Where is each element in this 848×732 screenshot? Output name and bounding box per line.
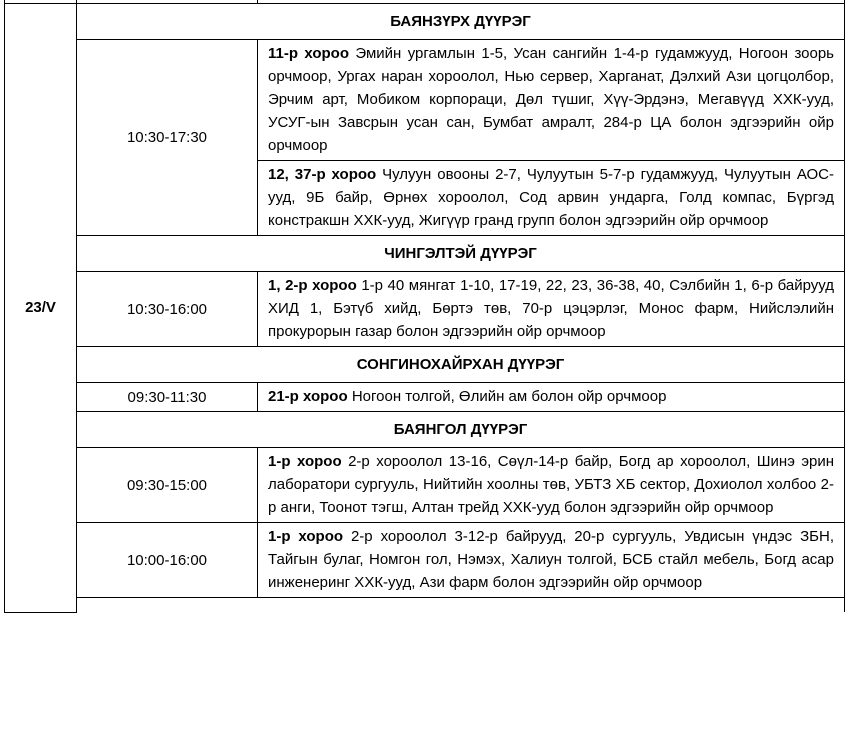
district-name: ЧИНГЭЛТЭЙ ДҮҮРЭГ (77, 236, 845, 272)
area-description (258, 272, 845, 347)
area-text: 1-р 40 мянгат 1-10, 17-19, 22, 23, 36-38, 40, Сэлбийн 1, 6-р байрууд ХИД 1, Бэтүб хийд, Бөртэ төв, 70-р цэцэрлэг, Монос фарм, Нийслэлийн прокурорын газар болон эдгээрийн ойр орчмоор (268, 277, 835, 340)
district-header-row (5, 236, 845, 272)
area-text: 2-р хороолол 3-12-р байрууд, 20-р сургууль, Увдисын үндэс ЗБН, Тайгын булаг, Номгон гол, Нэмэх, Халиун толгой, БСБ стайл мебель, Богд асар инженеринг ХХК-ууд, Ази фарм болон эдгээрийн ойр орчмоор (268, 528, 834, 591)
power-outage-schedule-table (4, 0, 845, 613)
time-range: 10:30-17:30 (77, 40, 258, 236)
time-range: 09:30-15:00 (77, 448, 258, 523)
area-description (258, 523, 845, 598)
district-name: БАЯНГОЛ ДҮҮРЭГ (77, 412, 845, 448)
khoroo-label: 1-р хороо (268, 453, 342, 470)
time-range: 10:00-16:00 (77, 523, 258, 598)
date-cell: 23/V (5, 4, 77, 613)
schedule-row (5, 40, 845, 161)
area-text: Ногоон толгой, Өлийн ам болон ойр орчмоор (351, 388, 667, 405)
schedule-row (5, 383, 845, 412)
next-row-partial (5, 598, 845, 613)
area-description (258, 40, 845, 161)
area-description (258, 161, 845, 236)
schedule-row (5, 272, 845, 347)
time-range: 09:30-11:30 (77, 383, 258, 412)
district-header-row (5, 412, 845, 448)
area-description (258, 448, 845, 523)
district-header-row (5, 4, 845, 40)
area-text: Чулуун овооны 2-7, Чулуутын 5-7-р гудамжууд, Чулуутын АОС-ууд, 9Б байр, Өрнөх хороолол, Сод арвин ундарга, Голд компас, Бүргэд констракшн ХХК-ууд, Жигүүр гранд групп болон эдгээрийн ойр орчмоор (268, 166, 834, 229)
khoroo-label: 1, 2-р хороо (268, 277, 357, 294)
area-description (258, 383, 845, 412)
time-range: 10:30-16:00 (77, 272, 258, 347)
schedule-row (5, 523, 845, 598)
area-text: 2-р хороолол 13-16, Сөүл-14-р байр, Богд ар хороолол, Шинэ эрин лаборатори сургууль, Нийтийн хоолны төв, УБТЗ ХБ сектор, Дохиолол холбоо 2-р анги, Тоонот тэгш, Алтан трейд ХХК-ууд болон эдгээрийн ойр орчмоор (268, 453, 834, 516)
khoroo-label: 11-р хороо (268, 45, 349, 62)
khoroo-label: 21-р хороо (268, 388, 348, 405)
schedule-row (5, 448, 845, 523)
district-name: СОНГИНОХАЙРХАН ДҮҮРЭГ (77, 347, 845, 383)
district-name: БАЯНЗҮРХ ДҮҮРЭГ (77, 4, 845, 40)
khoroo-label: 12, 37-р хороо (268, 166, 377, 183)
area-text: Эмийн ургамлын 1-5, Усан сангийн 1-4-р гудамжууд, Ногоон зоорь орчмоор, Ургах наран хороолол, Нью сервер, Харганат, Дэлхий Ази цогцолбор, Эрчим арт, Мобиком корпораци, Дөл түшиг, Хүү-Эрдэнэ, Мегавүүд ХХК-ууд, УСУГ-ын Завсрын усан сан, Бумбат амралт, 284-р ЦА болон эдгээрийн ойр орчмоор (268, 45, 835, 154)
district-header-row (5, 347, 845, 383)
khoroo-label: 1-р хороо (268, 528, 344, 545)
